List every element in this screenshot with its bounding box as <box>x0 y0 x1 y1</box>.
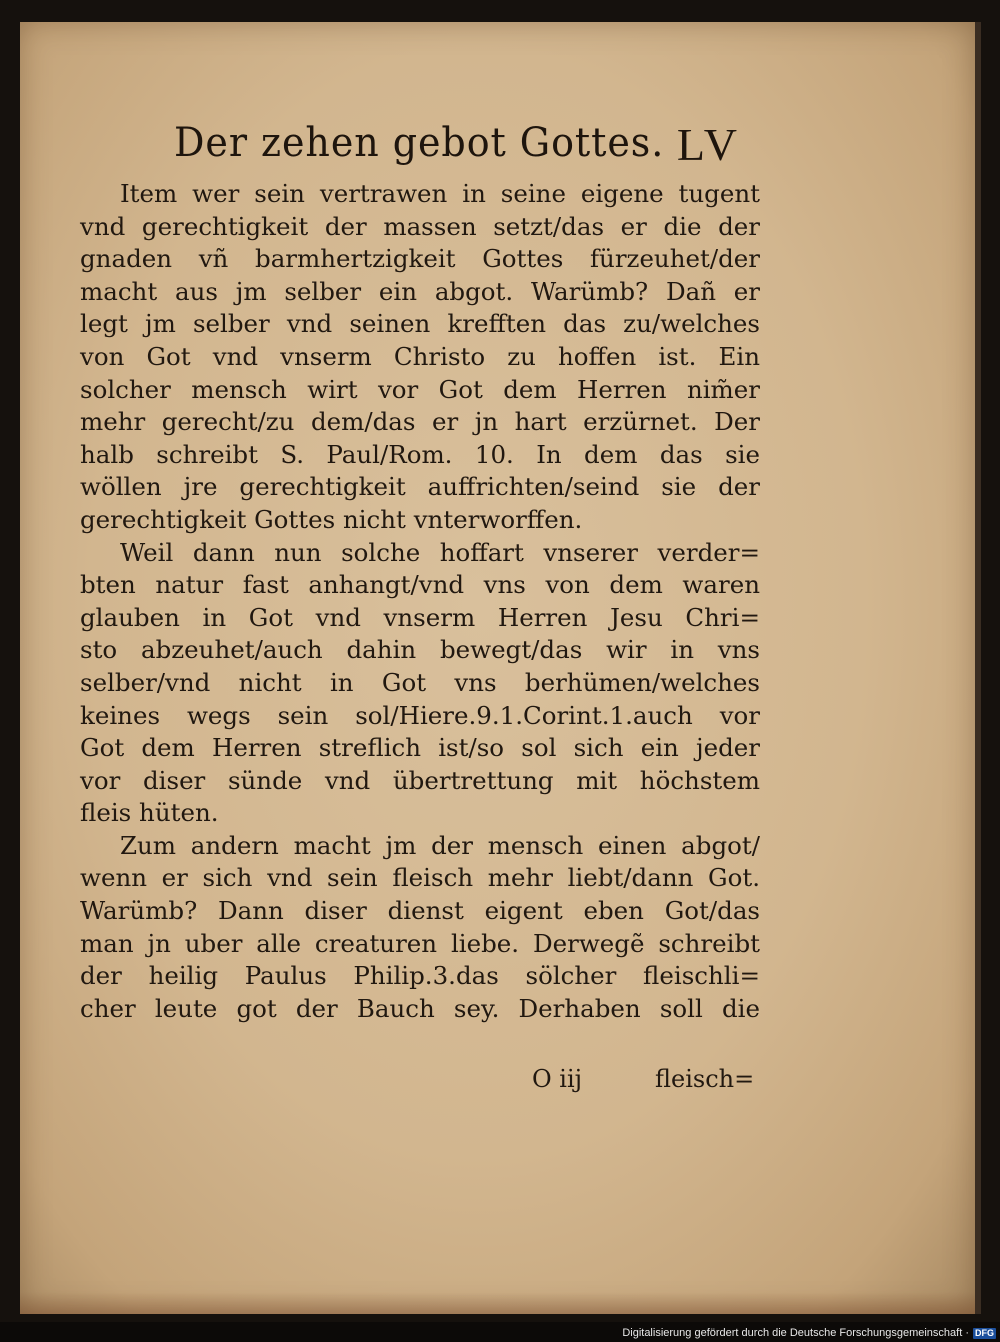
text-line: vor diser sünde vnd übertrettung mit höchstem <box>80 765 760 795</box>
text-line: vnd gerechtigkeit der massen setzt/das er die der <box>80 211 760 241</box>
text-line: macht aus jm selber ein abgot. Warümb? Dañ er <box>80 276 760 306</box>
body-text <box>80 178 760 1025</box>
text-line: solcher mensch wirt vor Got dem Herren nim̃er <box>80 374 760 404</box>
text-line: wenn er sich vnd sein fleisch mehr liebt/dann Got. <box>80 863 760 893</box>
text-line: halb schreibt S. Paul/Rom. 10. In dem das sie <box>80 439 760 469</box>
text-line: mehr gerecht/zu dem/das er jn hart erzürnet. Der <box>80 407 760 437</box>
text-line: gnaden vñ barmhertzigkeit Gottes fürzeuhet/der <box>80 244 760 274</box>
text-line: Weil dann nun solche hoffart vnserer verder= <box>120 537 760 567</box>
text-line: Warümb? Dann diser dienst eigent eben Got/das <box>80 896 760 926</box>
page-edge-stain <box>20 1292 975 1314</box>
digitization-footer <box>622 1327 996 1339</box>
text-line: gerechtigkeit Gottes nicht vnterworffen. <box>80 504 583 534</box>
text-line: Item wer sein vertrawen in seine eigene tugent <box>120 179 760 208</box>
text-line: der heilig Paulus Philip.3.das sölcher fleischli= <box>80 961 760 991</box>
running-title: Der zehen gebot Gottes. <box>174 120 665 166</box>
text-line: wöllen jre gerechtigkeit auffrichten/seind sie der <box>80 472 760 502</box>
page-header <box>150 120 750 180</box>
text-line: Got dem Herren streflich ist/so sol sich ein jeder <box>80 733 760 763</box>
dfg-credit-text: Digitalisierung gefördert durch die Deutsche Forschungsgemeinschaft · <box>622 1327 969 1339</box>
text-line: legt jm selber vnd seinen krefften das zu/welches <box>80 309 760 339</box>
text-line: selber/vnd nicht in Got vns berhümen/welches <box>80 667 760 697</box>
text-line: sto abzeuhet/auch dahin bewegt/das wir in vns <box>80 635 760 665</box>
signature-mark: O iij <box>532 1065 583 1093</box>
folio-number: LV <box>676 119 740 170</box>
text-line: fleis hüten. <box>80 798 219 828</box>
text-line: man jn uber alle creaturen liebe. Derwegẽ schreibt <box>80 928 760 958</box>
text-line: cher leute got der Bauch sey. Derhaben soll die <box>80 993 760 1023</box>
catchword: fleisch= <box>655 1065 755 1093</box>
text-line: glauben in Got vnd vnserm Herren Jesu Chri= <box>80 602 760 632</box>
text-line: bten natur fast anhangt/vnd vns von dem waren <box>80 570 760 600</box>
text-line: keines wegs sein sol/Hiere.9.1.Corint.1.auch vor <box>80 700 760 730</box>
text-line: Zum andern macht jm der mensch einen abgot/ <box>120 830 760 860</box>
dfg-logo-icon: DFG <box>975 1327 994 1338</box>
text-line: von Got vnd vnserm Christo zu hoffen ist. Ein <box>80 341 760 371</box>
